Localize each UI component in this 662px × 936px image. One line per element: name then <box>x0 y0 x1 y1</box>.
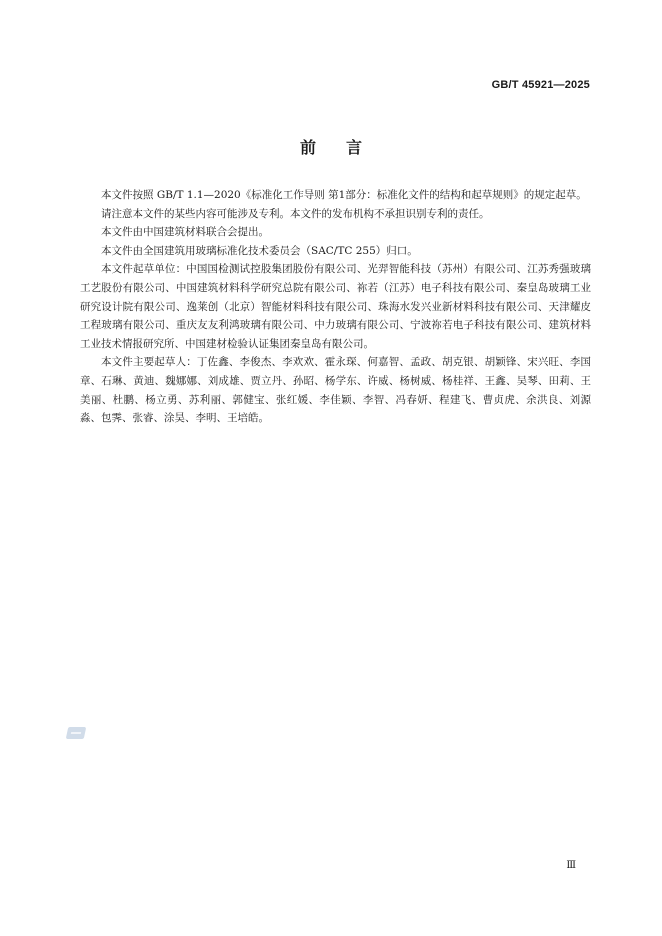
paragraph-patent-notice: 请注意本文件的某些内容可能涉及专利。本文件的发布机构不承担识别专利的责任。 <box>101 207 490 220</box>
paragraph-technical-committee: 本文件由全国建筑用玻璃标准化技术委员会（SAC/TC 255）归口。 <box>101 244 418 257</box>
page-number: Ⅲ <box>566 860 576 871</box>
paragraph-drafting-organizations: 本文件起草单位：中国国检测试控股集团股份有限公司、光羿智能科技（苏州）有限公司、江苏秀强玻璃工艺股份有限公司、中国建筑材料科学研究总院有限公司、祢若（江苏）电子科技有限公司、秦皇岛玻璃工业研究设计院有限公司、逸莱创（北京）智能材料科技有限公司、珠海水发兴业新材料科技有限公司、天津耀皮工程玻璃有限公司、重庆友友利鸿玻璃有限公司、中力玻璃有限公司、宁波祢若电子科技有限公司、建筑材料工业技术情报研究所、中国建材检验认证集团秦皇岛有限公司。 <box>80 263 591 350</box>
document-body <box>80 186 591 428</box>
paragraph-proposed-by: 本文件由中国建筑材料联合会提出。 <box>101 226 269 239</box>
watermark-logo-icon <box>66 727 87 739</box>
standard-code: GB/T 45921—2025 <box>491 79 590 91</box>
page-title: 前言 <box>299 138 392 157</box>
paragraph-main-drafters: 本文件主要起草人：丁佐鑫、李俊杰、李欢欢、霍永琛、何嘉智、孟政、胡克银、胡颖锋、宋兴旺、李国章、石琳、黄迪、魏娜娜、刘成雄、贾立丹、孙昭、杨学东、许威、杨树威、杨桂祥、王鑫、吴琴、田莉、王美丽、杜鹏、杨立勇、苏利丽、郭健宝、张红媛、李佳颖、李智、冯春妍、程建飞、曹贞虎、余洪良、刘源淼、包霁、张睿、涂昊、李明、王培皓。 <box>80 356 591 425</box>
paragraph-drafting-rules: 本文件按照 GB/T 1.1—2020《标准化工作导则 第1部分：标准化文件的结构和起草规则》的规定起草。 <box>101 189 587 201</box>
